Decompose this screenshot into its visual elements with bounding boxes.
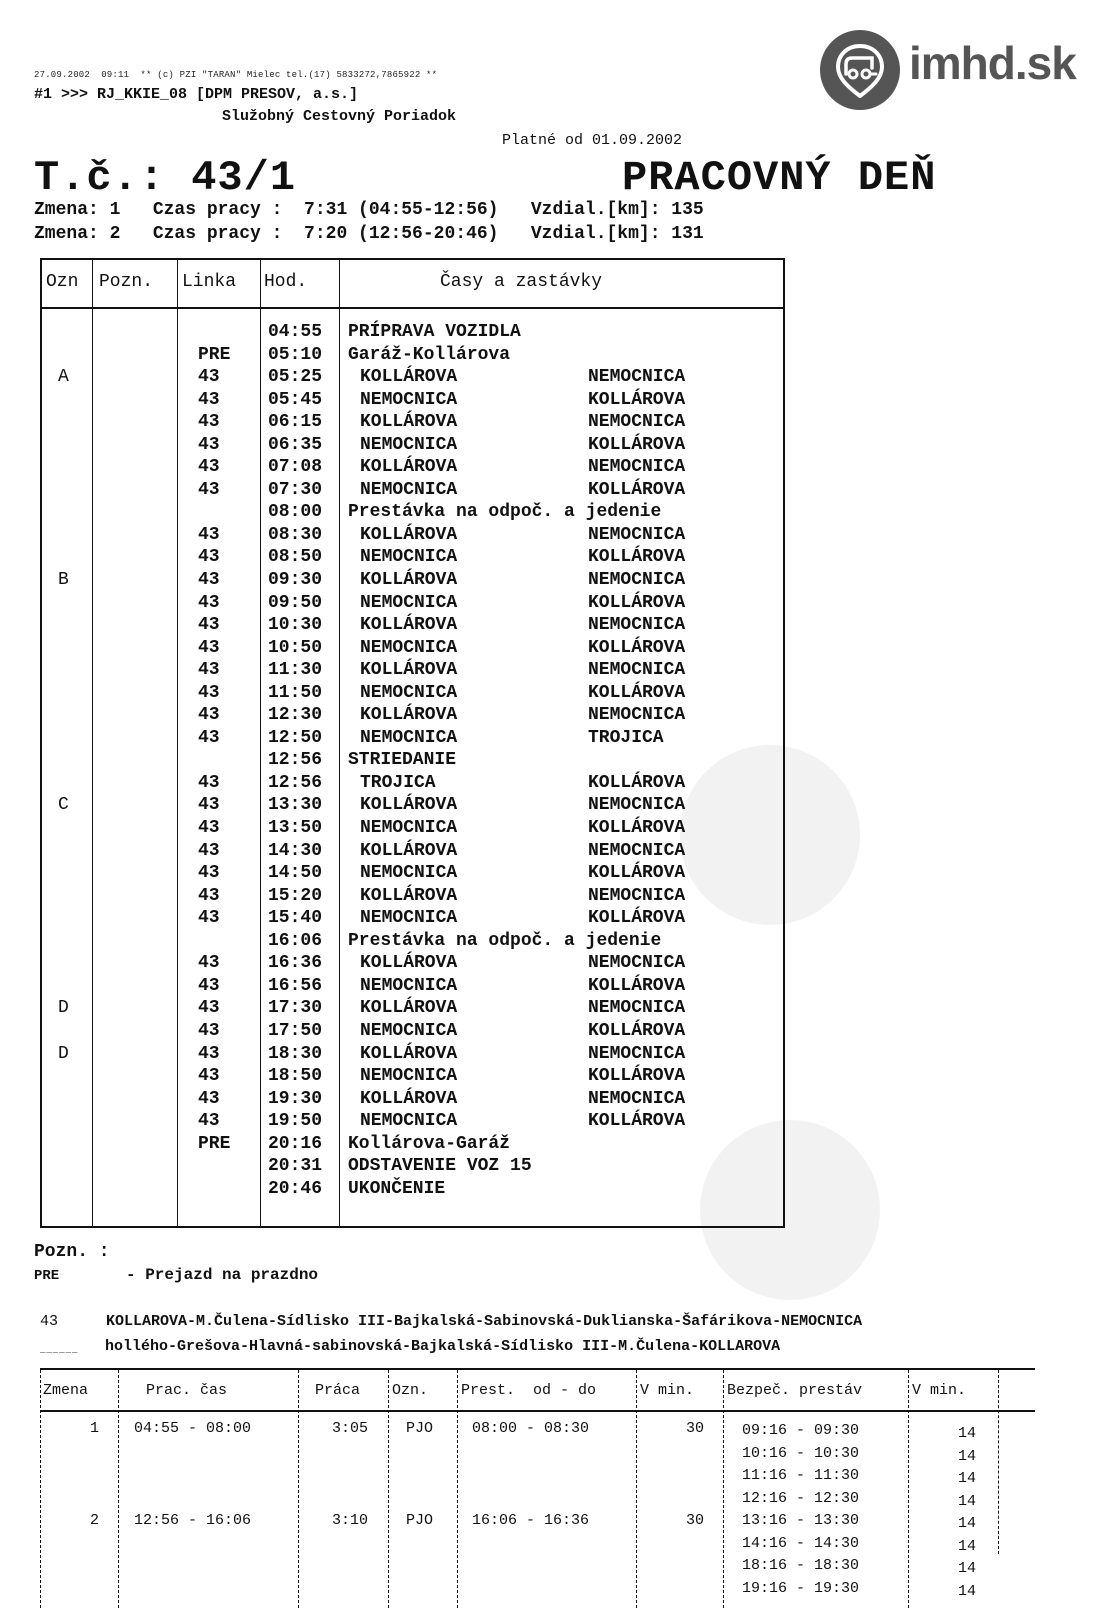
- departure-time: 17:30: [268, 998, 323, 1019]
- departure-time: 07:30: [268, 479, 323, 500]
- from-stop: NEMOCNICA: [360, 908, 458, 929]
- departure-time: 16:36: [268, 953, 323, 974]
- from-stop: KOLLÁROVA: [360, 705, 458, 726]
- schedule-row: [42, 862, 783, 885]
- shift-number: 2: [90, 1512, 100, 1529]
- activity: Prestávka na odpoč. a jedenie: [348, 502, 662, 523]
- line-number: 43: [198, 795, 220, 816]
- departure-time: 19:50: [268, 1111, 323, 1132]
- column-divider: [118, 1370, 119, 1608]
- line-number: 43: [198, 1066, 220, 1087]
- schedule-row: [42, 907, 783, 930]
- schedule-row: [42, 546, 783, 569]
- break-code: PJO: [406, 1420, 434, 1437]
- line-number: 43: [198, 479, 220, 500]
- schedule-row: [42, 659, 783, 682]
- safety-break-minutes: 14: [958, 1582, 977, 1600]
- work-duration: 3:05: [332, 1420, 369, 1437]
- to-stop: TROJICA: [588, 727, 664, 748]
- line-number: 43: [198, 1088, 220, 1109]
- line-number: 43: [198, 570, 220, 591]
- to-stop: NEMOCNICA: [588, 705, 686, 726]
- line-number: 43: [198, 682, 220, 703]
- to-stop: KOLLÁROVA: [588, 975, 686, 996]
- schedule-row: [42, 637, 783, 660]
- to-stop: NEMOCNICA: [588, 998, 686, 1019]
- safety-break-minutes: 14: [958, 1447, 977, 1465]
- line-number: 43: [198, 412, 220, 433]
- to-stop: KOLLÁROVA: [588, 772, 686, 793]
- departure-time: 18:50: [268, 1066, 323, 1087]
- departure-time: 14:50: [268, 863, 323, 884]
- from-stop: NEMOCNICA: [360, 1066, 458, 1087]
- column-divider: [636, 1370, 637, 1608]
- to-stop: KOLLÁROVA: [588, 434, 686, 455]
- to-stop: NEMOCNICA: [588, 1043, 686, 1064]
- schedule-row: [42, 704, 783, 727]
- to-stop: NEMOCNICA: [588, 615, 686, 636]
- line-number: 43: [198, 772, 220, 793]
- schedule-row: [42, 840, 783, 863]
- safety-break-range: 09:16 - 09:30: [742, 1422, 860, 1439]
- line-number: 43: [198, 637, 220, 658]
- break-period: 08:00 - 08:30: [472, 1420, 590, 1437]
- departure-time: 18:30: [268, 1043, 323, 1064]
- column-header-hod: Hod.: [264, 272, 308, 292]
- column-divider: [388, 1370, 389, 1608]
- line-number: 43: [198, 547, 220, 568]
- line-number: 43: [198, 592, 220, 613]
- line-number: 43: [198, 863, 220, 884]
- from-stop: NEMOCNICA: [360, 863, 458, 884]
- line-number: 43: [198, 434, 220, 455]
- departure-time: 10:30: [268, 615, 323, 636]
- from-stop: KOLLÁROVA: [360, 998, 458, 1019]
- departure-time: 19:30: [268, 1088, 323, 1109]
- print-meta-line: 27.09.2002 09:11 ** (c) PZI "TARAN" Mielec tel.(17) 5833272,7865922 **: [34, 70, 438, 80]
- column-divider: [457, 1370, 458, 1608]
- safety-break-range: 13:16 - 13:30: [742, 1512, 860, 1529]
- system-line: #1 >>> RJ_KKIE_08 [DPM PRESOV, a.s.]: [34, 86, 359, 103]
- from-stop: TROJICA: [360, 772, 436, 793]
- note-description: - Prejazd na prazdno: [126, 1266, 319, 1284]
- section-mark: D: [58, 1043, 69, 1064]
- departure-time: 20:46: [268, 1178, 323, 1199]
- line-number: 43: [198, 998, 220, 1019]
- map-pin-bus-icon: [820, 30, 900, 110]
- column-header-v-min-2: V min.: [912, 1382, 967, 1399]
- departure-time: 20:16: [268, 1133, 323, 1154]
- departure-time: 15:40: [268, 908, 323, 929]
- shift-summary: Zmena: 1 Czas pracy : 7:31 (04:55-12:56) Vzdial.[km]: 135: [34, 200, 704, 220]
- shift-summary: Zmena: 2 Czas pracy : 7:20 (12:56-20:46) Vzdial.[km]: 131: [34, 224, 704, 244]
- safety-break-minutes: 14: [958, 1470, 977, 1487]
- to-stop: NEMOCNICA: [588, 885, 686, 906]
- schedule-row: [42, 749, 783, 772]
- column-divider: [908, 1370, 909, 1608]
- departure-time: 12:56: [268, 772, 323, 793]
- safety-break-range: 18:16 - 18:30: [742, 1557, 860, 1574]
- schedule-row: [42, 479, 783, 502]
- line-number: 43: [198, 975, 220, 996]
- activity: STRIEDANIE: [348, 750, 457, 771]
- departure-time: 09:30: [268, 570, 323, 591]
- schedule-row: [42, 727, 783, 750]
- shift-number: 1: [90, 1420, 100, 1437]
- schedule-row: [42, 321, 783, 344]
- column-header-praca: Práca: [315, 1382, 361, 1399]
- line-number: 43: [198, 615, 220, 636]
- to-stop: NEMOCNICA: [588, 660, 686, 681]
- column-header-zmena: Zmena: [43, 1382, 89, 1399]
- line-number: PRE: [198, 1133, 231, 1154]
- work-period: 04:55 - 08:00: [134, 1420, 252, 1437]
- line-number: 43: [198, 1111, 220, 1132]
- schedule-row: [42, 1088, 783, 1111]
- schedule-row: [42, 501, 783, 524]
- line-number: 43: [198, 367, 220, 388]
- route-outbound: KOLLAROVA-M.Čulena-Sídlisko III-Bajkalská-Sabinovská-Duklianska-Šafárikova-NEMOCNICA: [106, 1313, 863, 1330]
- from-stop: NEMOCNICA: [360, 727, 458, 748]
- from-stop: KOLLÁROVA: [360, 795, 458, 816]
- schedule-table: [40, 258, 785, 1228]
- to-stop: KOLLÁROVA: [588, 389, 686, 410]
- departure-time: 12:50: [268, 727, 323, 748]
- line-number: 43: [198, 727, 220, 748]
- schedule-row: [42, 817, 783, 840]
- brand-logo: [820, 30, 1080, 115]
- from-stop: NEMOCNICA: [360, 682, 458, 703]
- schedule-row: [42, 952, 783, 975]
- schedule-row: [42, 794, 783, 817]
- column-header-bezpec-prestav: Bezpeč. prestáv: [727, 1382, 863, 1399]
- to-stop: NEMOCNICA: [588, 795, 686, 816]
- column-divider: [723, 1370, 724, 1608]
- line-number: 43: [198, 524, 220, 545]
- line-number: 43: [198, 908, 220, 929]
- from-stop: NEMOCNICA: [360, 592, 458, 613]
- from-stop: KOLLÁROVA: [360, 660, 458, 681]
- to-stop: NEMOCNICA: [588, 1088, 686, 1109]
- safety-break-minutes: 14: [958, 1515, 977, 1532]
- from-stop: NEMOCNICA: [360, 547, 458, 568]
- safety-break-range: 10:16 - 10:30: [742, 1444, 860, 1462]
- line-number: 43: [198, 389, 220, 410]
- to-stop: KOLLÁROVA: [588, 863, 686, 884]
- departure-time: 06:35: [268, 434, 323, 455]
- schedule-row: [42, 524, 783, 547]
- column-divider: [998, 1370, 999, 1554]
- activity: Prestávka na odpoč. a jedenie: [348, 930, 662, 951]
- to-stop: NEMOCNICA: [588, 457, 686, 478]
- line-number: 43: [198, 885, 220, 906]
- to-stop: NEMOCNICA: [588, 570, 686, 591]
- header-divider: [40, 1410, 1035, 1412]
- schedule-row: [42, 366, 783, 389]
- departure-time: 08:50: [268, 547, 323, 568]
- from-stop: KOLLÁROVA: [360, 1088, 458, 1109]
- departure-time: 05:10: [268, 344, 323, 365]
- schedule-rows: [42, 321, 783, 1200]
- departure-time: 06:15: [268, 412, 323, 433]
- departure-time: 08:00: [268, 502, 323, 523]
- line-number: 43: [198, 1043, 220, 1064]
- schedule-row: [42, 1133, 783, 1156]
- to-stop: KOLLÁROVA: [588, 1020, 686, 1041]
- from-stop: KOLLÁROVA: [360, 840, 458, 861]
- column-divider: [40, 1370, 41, 1608]
- departure-time: 16:56: [268, 975, 323, 996]
- to-stop: NEMOCNICA: [588, 953, 686, 974]
- departure-time: 17:50: [268, 1020, 323, 1041]
- schedule-row: [42, 1020, 783, 1043]
- schedule-row: [42, 411, 783, 434]
- from-stop: KOLLÁROVA: [360, 524, 458, 545]
- column-header-prac-cas: Prac. čas: [146, 1382, 228, 1399]
- route-number: 43: [40, 1313, 59, 1330]
- line-number: PRE: [198, 344, 231, 365]
- line-number: 43: [198, 457, 220, 478]
- from-stop: KOLLÁROVA: [360, 412, 458, 433]
- departure-time: 05:45: [268, 389, 323, 410]
- safety-break-range: 19:16 - 19:30: [742, 1579, 860, 1597]
- work-period: 12:56 - 16:06: [134, 1512, 252, 1529]
- schedule-row: [42, 885, 783, 908]
- break-minutes: 30: [686, 1512, 705, 1529]
- from-stop: KOLLÁROVA: [360, 953, 458, 974]
- safety-break-minutes: 14: [958, 1537, 977, 1555]
- activity: UKONČENIE: [348, 1178, 446, 1199]
- safety-break-range: 12:16 - 12:30: [742, 1489, 860, 1507]
- from-stop: KOLLÁROVA: [360, 367, 458, 388]
- schedule-row: [42, 772, 783, 795]
- from-stop: NEMOCNICA: [360, 479, 458, 500]
- line-number: 43: [198, 1020, 220, 1041]
- schedule-row: [42, 456, 783, 479]
- safety-break-range: 14:16 - 14:30: [742, 1534, 860, 1552]
- notes-title: Pozn. :: [34, 1242, 110, 1262]
- departure-time: 15:20: [268, 885, 323, 906]
- departure-time: 04:55: [268, 322, 323, 342]
- section-mark: C: [58, 795, 69, 816]
- activity: Garáž-Kollárova: [348, 344, 511, 365]
- safety-break-minutes: 14: [958, 1425, 977, 1442]
- schedule-row: [42, 1155, 783, 1178]
- column-header-casy-a-zastavky: Časy a zastávky: [440, 272, 603, 292]
- column-divider: [298, 1370, 299, 1608]
- schedule-row: [42, 434, 783, 457]
- departure-time: 11:50: [268, 682, 323, 703]
- section-mark: A: [58, 367, 69, 388]
- departure-time: 05:25: [268, 367, 323, 388]
- brand-name: imhd.sk: [909, 37, 1076, 89]
- to-stop: KOLLÁROVA: [588, 1066, 686, 1087]
- schedule-row: [42, 1178, 783, 1201]
- from-stop: NEMOCNICA: [360, 434, 458, 455]
- schedule-row: [42, 389, 783, 412]
- header-divider: [42, 307, 783, 309]
- to-stop: NEMOCNICA: [588, 840, 686, 861]
- safety-break-range: 11:16 - 11:30: [742, 1467, 860, 1484]
- departure-time: 16:06: [268, 930, 323, 951]
- departure-time: 12:30: [268, 705, 323, 726]
- from-stop: KOLLÁROVA: [360, 1043, 458, 1064]
- section-mark: D: [58, 998, 69, 1019]
- day-type: PRACOVNÝ DEŇ: [622, 154, 937, 202]
- line-number: 43: [198, 705, 220, 726]
- from-stop: NEMOCNICA: [360, 818, 458, 839]
- schedule-row: [42, 930, 783, 953]
- column-header-linka: Linka: [182, 272, 237, 292]
- column-header-pozn: Pozn.: [99, 272, 154, 292]
- line-number: 43: [198, 660, 220, 681]
- departure-time: 13:30: [268, 795, 323, 816]
- departure-time: 12:56: [268, 750, 323, 771]
- from-stop: NEMOCNICA: [360, 1020, 458, 1041]
- document-title: Služobný Cestovný Poriadok: [222, 108, 457, 125]
- schedule-row: [42, 592, 783, 615]
- from-stop: KOLLÁROVA: [360, 615, 458, 636]
- schedule-row: [42, 975, 783, 998]
- to-stop: KOLLÁROVA: [588, 547, 686, 568]
- valid-from: Platné od 01.09.2002: [502, 132, 683, 149]
- work-duration: 3:10: [332, 1512, 369, 1529]
- to-stop: KOLLÁROVA: [588, 1111, 686, 1132]
- break-minutes: 30: [686, 1420, 705, 1437]
- activity: ODSTAVENIE VOZ 15: [348, 1156, 532, 1177]
- to-stop: NEMOCNICA: [588, 524, 686, 545]
- departure-time: 07:08: [268, 457, 323, 478]
- line-number: 43: [198, 953, 220, 974]
- schedule-row: [42, 344, 783, 367]
- to-stop: NEMOCNICA: [588, 367, 686, 388]
- schedule-row: [42, 1065, 783, 1088]
- schedule-row: [42, 682, 783, 705]
- from-stop: NEMOCNICA: [360, 1111, 458, 1132]
- to-stop: KOLLÁROVA: [588, 818, 686, 839]
- route-inbound: hollého-Grešova-Hlavná-sabinovská-Bajkalská-Sídlisko III-M.Čulena-KOLLAROVA: [105, 1338, 781, 1355]
- column-header-ozn: Ozn.: [392, 1382, 429, 1399]
- section-mark: B: [58, 570, 69, 591]
- from-stop: KOLLÁROVA: [360, 457, 458, 478]
- route-continuation-mark: ______: [40, 1345, 79, 1355]
- to-stop: KOLLÁROVA: [588, 479, 686, 500]
- departure-time: 10:50: [268, 637, 323, 658]
- activity: PRÍPRAVA VOZIDLA: [348, 322, 521, 342]
- schedule-row: [42, 569, 783, 592]
- from-stop: NEMOCNICA: [360, 637, 458, 658]
- column-header-prest: Prest. od - do: [461, 1382, 597, 1399]
- column-header-v-min: V min.: [640, 1382, 695, 1399]
- from-stop: NEMOCNICA: [360, 389, 458, 410]
- schedule-row: [42, 997, 783, 1020]
- to-stop: KOLLÁROVA: [588, 682, 686, 703]
- schedule-row: [42, 1110, 783, 1133]
- line-number: 43: [198, 840, 220, 861]
- schedule-row: [42, 614, 783, 637]
- break-period: 16:06 - 16:36: [472, 1512, 590, 1529]
- note-code: PRE: [34, 1268, 60, 1284]
- departure-time: 13:50: [268, 818, 323, 839]
- break-code: PJO: [406, 1512, 434, 1529]
- to-stop: KOLLÁROVA: [588, 637, 686, 658]
- to-stop: NEMOCNICA: [588, 412, 686, 433]
- to-stop: KOLLÁROVA: [588, 908, 686, 929]
- from-stop: KOLLÁROVA: [360, 570, 458, 591]
- to-stop: KOLLÁROVA: [588, 592, 686, 613]
- schedule-row: [42, 1043, 783, 1066]
- departure-time: 11:30: [268, 660, 323, 681]
- safety-break-minutes: 14: [958, 1492, 977, 1510]
- from-stop: NEMOCNICA: [360, 975, 458, 996]
- safety-break-minutes: 14: [958, 1560, 977, 1577]
- departure-time: 08:30: [268, 524, 323, 545]
- departure-time: 09:50: [268, 592, 323, 613]
- breaks-table: [40, 1368, 1035, 1624]
- departure-time: 14:30: [268, 840, 323, 861]
- column-header-ozn: Ozn: [46, 272, 79, 292]
- timetable-number: T.č.: 43/1: [34, 154, 297, 202]
- activity: Kollárova-Garáž: [348, 1133, 511, 1154]
- line-number: 43: [198, 818, 220, 839]
- from-stop: KOLLÁROVA: [360, 885, 458, 906]
- departure-time: 20:31: [268, 1156, 323, 1177]
